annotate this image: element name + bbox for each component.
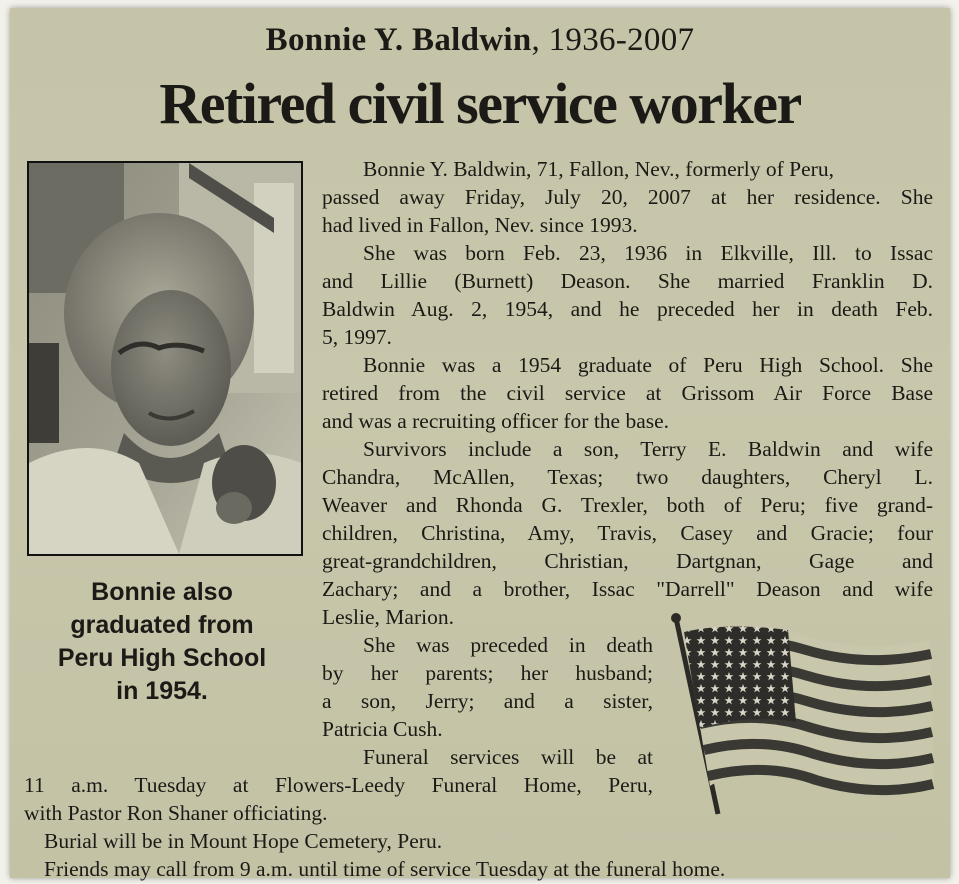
body-line: a son, Jerry; and a sister,	[322, 689, 653, 713]
body-line: She was preceded in death	[363, 633, 653, 657]
body-line: Friends may call from 9 a.m. until time of service Tuesday at the funeral home.	[44, 857, 726, 881]
body-line: Chandra, McAllen, Texas; two daughters, Cheryl L.	[322, 465, 933, 489]
headline: Retired civil service worker	[159, 71, 801, 136]
caption-line: in 1954.	[116, 677, 208, 705]
body-line: and Lillie (Burnett) Deason. She married Franklin D.	[322, 269, 933, 293]
body-line: Weaver and Rhonda G. Trexler, both of Peru; five grand-	[322, 493, 933, 517]
body-line: and was a recruiting officer for the base.	[322, 409, 670, 433]
life-years: , 1936-2007	[531, 22, 695, 58]
body-line: Bonnie Y. Baldwin, 71, Fallon, Nev., formerly of Peru,	[363, 157, 834, 181]
body-line: passed away Friday, July 20, 2007 at her residence. She	[322, 185, 933, 209]
body-line: retired from the civil service at Grissom Air Force Base	[322, 381, 933, 405]
body-line: Bonnie was a 1954 graduate of Peru High School. She	[363, 353, 933, 377]
body-line: great-grandchildren, Christian, Dartgnan, Gage and	[322, 549, 933, 573]
caption-line: graduated from	[70, 611, 254, 639]
body-line: Patricia Cush.	[322, 717, 443, 741]
body-line: Leslie, Marion.	[322, 605, 454, 629]
caption-line: Bonnie also	[91, 578, 233, 606]
body-line: Zachary; and a brother, Issac "Darrell" Deason and wife	[322, 577, 933, 601]
body-line: children, Christina, Amy, Travis, Casey and Gracie; four	[322, 521, 933, 545]
body-line: Burial will be in Mount Hope Cemetery, Peru.	[44, 829, 443, 853]
body-line: Survivors include a son, Terry E. Baldwin and wife	[363, 437, 933, 461]
body-line: 11 a.m. Tuesday at Flowers-Leedy Funeral Home, Peru,	[24, 773, 653, 797]
body-line: Funeral services will be at	[363, 745, 653, 769]
caption-line: Peru High School	[57, 644, 267, 672]
body-line: Baldwin Aug. 2, 1954, and he preceded her in death Feb.	[322, 297, 933, 321]
body-line: by her parents; her husband;	[322, 661, 653, 685]
body-line: She was born Feb. 23, 1936 in Elkville, Ill. to Issac	[363, 241, 933, 265]
newspaper-clipping	[10, 8, 950, 881]
body-line: had lived in Fallon, Nev. since 1993.	[322, 213, 638, 237]
body-line: 5, 1997.	[322, 325, 392, 349]
american-flag-icon	[666, 610, 940, 820]
deceased-name: Bonnie Y. Baldwin	[265, 22, 532, 58]
body-line: with Pastor Ron Shaner officiating.	[24, 801, 328, 825]
